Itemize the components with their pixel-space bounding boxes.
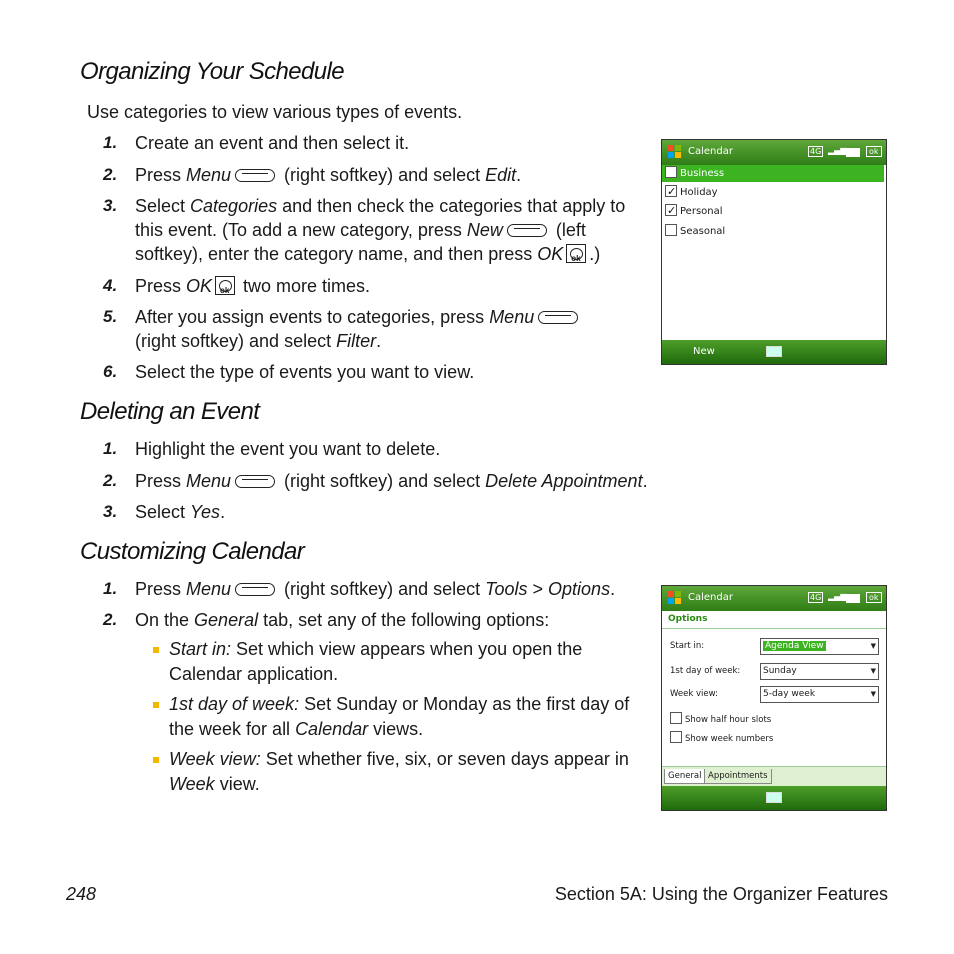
tab-general[interactable]: General	[664, 769, 706, 784]
bullet-text: Week view: Set whether five, six, or seven days appear in Week view.	[169, 749, 629, 794]
keyboard-icon[interactable]	[766, 346, 782, 357]
bullet-marker	[153, 702, 159, 708]
network-icon: 4G	[810, 593, 822, 602]
checkbox[interactable]	[665, 204, 677, 216]
softkey-icon	[235, 169, 275, 182]
section-title-organizing: Organizing Your Schedule	[80, 58, 345, 85]
section-title-deleting: Deleting an Event	[80, 398, 260, 425]
category-item[interactable]: ✓Holiday	[665, 184, 718, 201]
step-text: Press Menu (right softkey) and select Delete Appointment.	[135, 471, 648, 491]
windows-start-icon	[668, 591, 682, 605]
intro-text: Use categories to view various types of events.	[87, 102, 463, 122]
step-number: 1.	[103, 579, 118, 598]
softkey-icon	[235, 475, 275, 488]
section-footer: Section 5A: Using the Organizer Features	[554, 884, 888, 904]
new-softkey[interactable]: New	[693, 346, 715, 357]
checkbox[interactable]	[665, 224, 677, 236]
step-number: 3.	[103, 196, 118, 215]
step-text: Highlight the event you want to delete.	[135, 439, 441, 459]
category-item[interactable]: Seasonal	[665, 223, 725, 240]
checkbox[interactable]	[665, 166, 677, 178]
step-number: 1.	[103, 439, 118, 458]
step-text: Select the type of events you want to view.	[135, 362, 475, 382]
ok-key-icon: ok	[566, 244, 586, 263]
step-text: On the General tab, set any of the following options:	[135, 610, 550, 630]
ok-button[interactable]: ok	[866, 592, 882, 603]
start-in-select[interactable]: Agenda View ▼	[760, 638, 879, 655]
title-bar	[662, 140, 886, 165]
step-text: Select Yes.	[135, 502, 226, 522]
softkey-icon	[235, 583, 275, 596]
bullet-marker	[153, 757, 159, 763]
week-view-label: Week view:	[670, 689, 718, 699]
step-number: 2.	[103, 471, 118, 490]
step-text: Press OK ok two more times.	[135, 276, 371, 296]
checkbox[interactable]	[665, 185, 677, 197]
category-item[interactable]: Business	[662, 165, 884, 182]
calendar-categories-screenshot	[661, 139, 887, 365]
window-title: Calendar	[688, 146, 733, 157]
battery-icon	[846, 148, 860, 157]
step-text: After you assign events to categories, press Menu (right softkey) and select Filter.	[135, 305, 625, 353]
signal-icon: ▂▄▆	[828, 146, 847, 155]
step-number: 2.	[103, 165, 118, 184]
step-text: Create an event and then select it.	[135, 133, 410, 153]
step-text: Press Menu (right softkey) and select Edit.	[135, 165, 522, 185]
step-number: 3.	[103, 502, 118, 521]
step-number: 2.	[103, 610, 118, 629]
page-number: 248	[66, 884, 97, 904]
step-number: 6.	[103, 362, 118, 381]
category-item[interactable]: ✓Personal	[665, 203, 723, 220]
keyboard-icon[interactable]	[766, 792, 782, 803]
signal-icon: ▂▄▆	[828, 592, 847, 601]
bullet-text: 1st day of week: Set Sunday or Monday as the first day of the week for all Calendar views.	[169, 694, 630, 739]
ok-key-icon: ok	[215, 276, 235, 295]
step-number: 5.	[103, 307, 118, 326]
battery-icon	[846, 594, 860, 603]
checkbox[interactable]	[670, 712, 682, 724]
tab-appointments[interactable]: Appointments	[704, 769, 772, 784]
section-title-customizing: Customizing Calendar	[80, 538, 305, 565]
network-icon: 4G	[810, 147, 822, 156]
softkey-bar	[662, 786, 886, 810]
step-text: Press Menu (right softkey) and select Tools > Options.	[135, 579, 616, 599]
half-hour-option[interactable]: Show half hour slots	[670, 712, 771, 729]
bullet-text: Start in: Set which view appears when you open the Calendar application.	[169, 639, 583, 684]
calendar-options-screenshot	[661, 585, 887, 811]
step-number: 1.	[103, 133, 118, 152]
start-in-label: Start in:	[670, 641, 705, 651]
softkey-icon	[507, 224, 547, 237]
step-number: 4.	[103, 276, 118, 295]
tab-bar	[662, 766, 886, 787]
title-bar	[662, 586, 886, 611]
options-heading: Options	[668, 614, 708, 624]
windows-start-icon	[668, 145, 682, 159]
softkey-icon	[538, 311, 578, 324]
step-text: Select Categories and then check the categories that apply to this event. (To add a new category, press New (left softkey), enter the category name, and then press OK ok .)	[135, 196, 626, 264]
checkbox[interactable]	[670, 731, 682, 743]
bullet-marker	[153, 647, 159, 653]
week-view-select[interactable]: 5-day week ▼	[760, 686, 879, 703]
week-numbers-option[interactable]: Show week numbers	[670, 731, 773, 748]
softkey-bar	[662, 340, 886, 364]
window-title: Calendar	[688, 592, 733, 603]
first-day-label: 1st day of week:	[670, 666, 741, 676]
ok-button[interactable]: ok	[866, 146, 882, 157]
first-day-select[interactable]: Sunday ▼	[760, 663, 879, 680]
